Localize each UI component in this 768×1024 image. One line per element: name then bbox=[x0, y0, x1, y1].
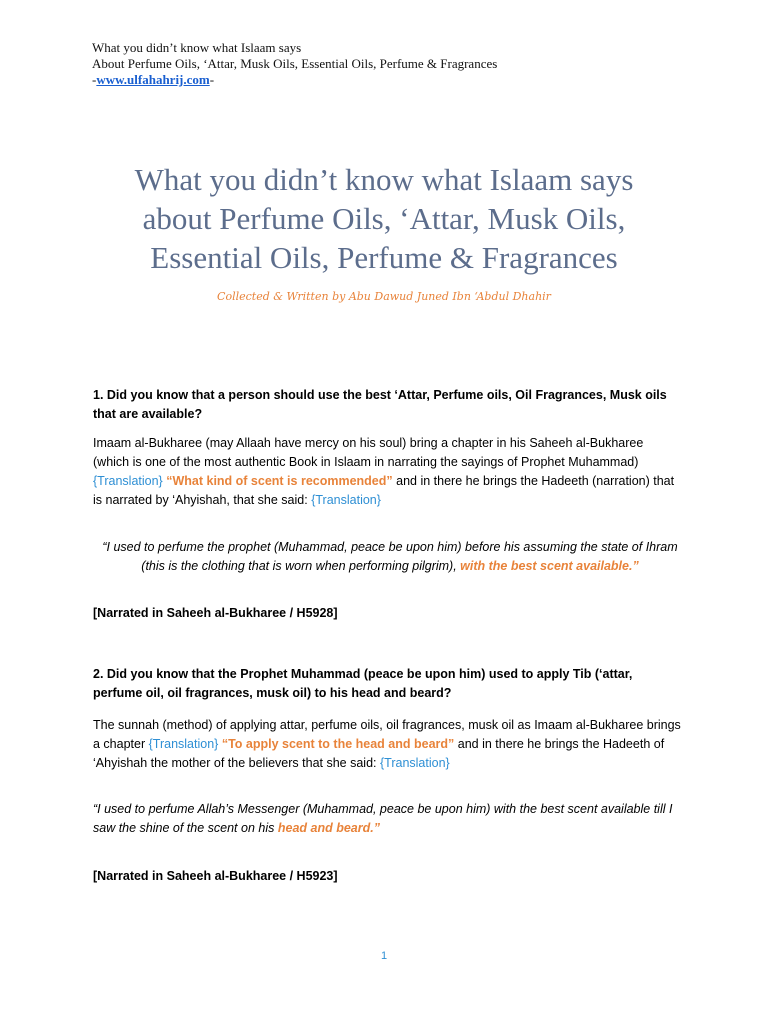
quote2-text: “I used to perfume Allah’s Messenger (Muhammad, peace be upon him) with the best scent available till I saw the shine of the scent on his bbox=[93, 802, 673, 835]
reference-1: [Narrated in Saheeh al-Bukharee / H5928] bbox=[93, 606, 338, 620]
hadith-quote-2 bbox=[93, 800, 681, 838]
translation-link: {Translation} bbox=[379, 756, 450, 770]
section1-para-a: Imaam al-Bukharee (may Allaah have mercy on his soul) bring a chapter in his Saheeh al-Bukharee (which is one of the most authentic Book in Islaam in narrating the sayings of Prophet Muhammad) bbox=[93, 436, 644, 469]
link-suffix: - bbox=[209, 72, 215, 87]
section2-para-a: The sunnah (method) of applying attar, perfume oils, oil fragrances, musk oil as Imaam al-Bukharee brings a chapter bbox=[93, 718, 681, 751]
translation-link: {Translation} bbox=[311, 493, 381, 507]
question-1: 1. Did you know that a person should use the best ‘Attar, Perfume oils, Oil Fragrances, Musk oils that are available? bbox=[93, 388, 667, 421]
chapter-title: “What kind of scent is recommended” bbox=[166, 474, 393, 488]
section2-para-b: and in there he brings the Hadeeth of ‘Ahyishah the mother of the believers that she said: bbox=[93, 737, 665, 770]
section1-para-b: and in there he brings the Hadeeth (narration) that is narrated by ‘Ahyishah, that she said: bbox=[93, 474, 675, 507]
header-link-line bbox=[92, 72, 497, 88]
page-header bbox=[92, 40, 497, 88]
website-link[interactable]: www.ulfahahrij.com bbox=[96, 72, 210, 87]
quote2-highlight: head and beard.” bbox=[277, 821, 380, 835]
header-title-line2: About Perfume Oils, ‘Attar, Musk Oils, Essential Oils, Perfume & Fragrances bbox=[92, 56, 498, 71]
title-line1: What you didn’t know what Islaam says bbox=[134, 162, 634, 197]
question-2: 2. Did you know that the Prophet Muhammad (peace be upon him) used to apply Tib (‘attar, perfume oil, oil fragrances, musk oil) to his head and beard? bbox=[93, 667, 633, 700]
title-line2: about Perfume Oils, ‘Attar, Musk Oils, bbox=[142, 201, 626, 236]
title-line3: Essential Oils, Perfume & Fragrances bbox=[150, 240, 618, 275]
hadith-quote-1 bbox=[100, 538, 680, 576]
section2-paragraph bbox=[93, 716, 681, 773]
author-byline: Collected & Written by Abu Dawud Juned Ibn ‘Abdul Dhahir bbox=[217, 290, 551, 303]
document-title bbox=[60, 160, 708, 277]
reference-2: [Narrated in Saheeh al-Bukharee / H5923] bbox=[93, 869, 338, 883]
page-number: 1 bbox=[380, 950, 388, 962]
chapter-title: “To apply scent to the head and beard” bbox=[221, 737, 455, 751]
section1-paragraph bbox=[93, 434, 681, 510]
header-title-line1: What you didn’t know what Islaam says bbox=[92, 40, 302, 55]
quote1-text: “I used to perfume the prophet (Muhammad, peace be upon him) before his assuming the state of Ihram (this is the clothing that is worn when performing pilgrim), bbox=[102, 540, 678, 573]
translation-link: {Translation} bbox=[93, 474, 163, 488]
link-prefix: - bbox=[92, 72, 97, 87]
quote1-highlight: with the best scent available.” bbox=[460, 559, 639, 573]
translation-link: {Translation} bbox=[148, 737, 219, 751]
